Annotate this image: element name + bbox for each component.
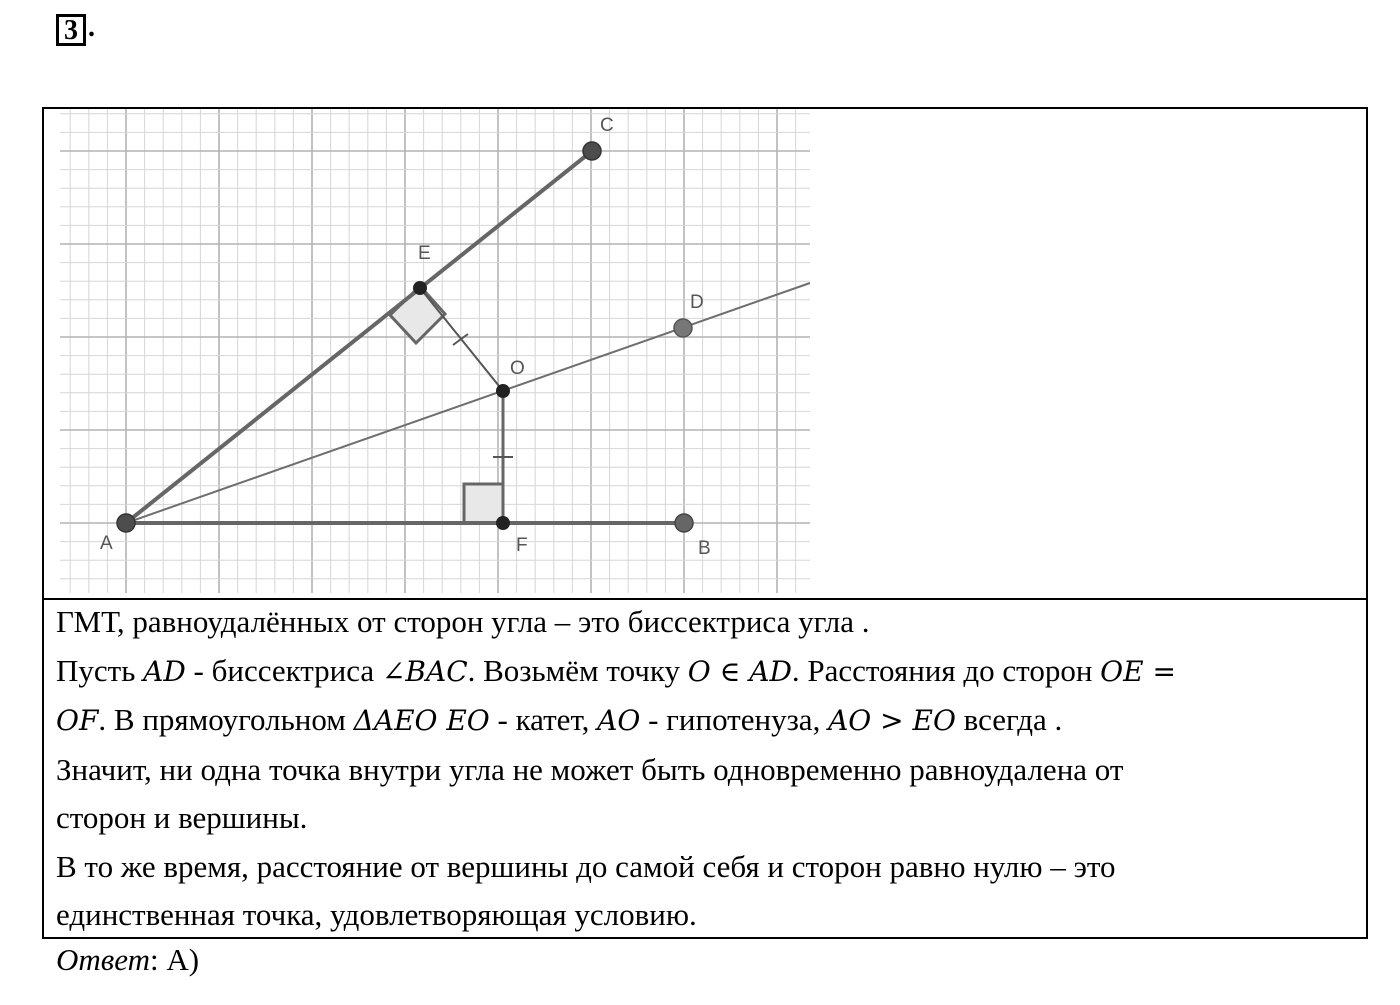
solution-line-1: ГМТ, равноудалённых от сторон угла – это биссектриса угла . [56,604,870,639]
point-a [117,514,135,532]
label-c: C [600,115,614,136]
label-e: E [418,243,431,264]
problem-number: 3 [56,14,86,46]
point-c [583,142,601,160]
answer-value: А) [166,942,200,977]
grid [60,109,810,593]
solution-line-7: единственная точка, удовлетворяющая условию. [56,897,697,932]
point-d [674,319,692,337]
label-a: A [100,533,113,554]
solution-text [56,598,1356,940]
solution-line-5: сторон и вершины. [56,800,308,835]
solution-line-6: В то же время, расстояние от вершины до самой себя и сторон равно нулю – это [56,848,1116,884]
point-o [496,384,510,398]
solution-line-4: Значит, ни одна точка внутри угла не может быть одновременно равноудалена от [56,751,1124,787]
solution-line-3: OF. В прямоугольном ΔAEO EO - катет, AO - гипотенуза, AO > EO всегда . [56,702,1063,737]
point-f [496,516,510,530]
solution-line-2: Пусть AD - биссектриса ∠BAC. Возьмём точку O ∈ AD. Расстояния до сторон OE = [56,652,1176,688]
point-b [675,514,693,532]
right-angle-marker-f [464,484,503,523]
geometry-figure [44,109,814,597]
label-f: F [516,535,528,556]
answer [56,936,199,984]
problem-number-dot: . [88,12,95,43]
answer-separator: : [149,942,167,977]
label-b: B [698,538,711,559]
label-o: O [510,358,525,379]
right-angle-marker-e [390,286,445,343]
point-e [413,281,427,295]
answer-label: Ответ [56,942,150,977]
label-d: D [690,292,704,313]
